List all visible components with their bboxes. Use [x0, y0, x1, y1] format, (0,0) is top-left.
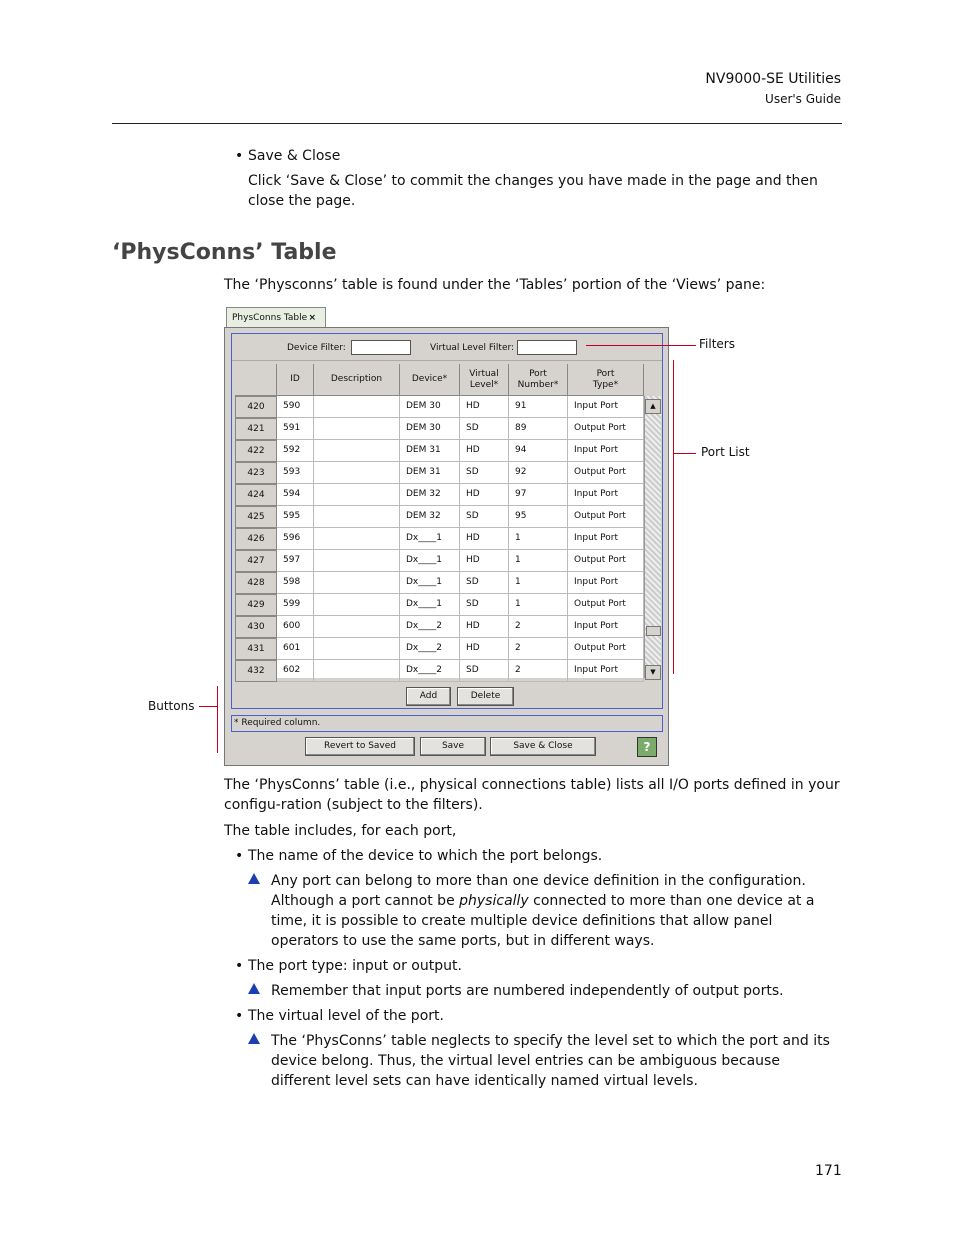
physconns-screenshot — [224, 305, 669, 766]
required-column-note: * Required column. — [231, 715, 663, 732]
row-header[interactable]: 427 — [235, 550, 277, 572]
scroll-thumb[interactable] — [646, 626, 661, 636]
cell-port-number[interactable]: 1 — [509, 528, 568, 550]
note-triangle-icon — [248, 873, 260, 884]
port-grid — [235, 364, 644, 678]
cell-id[interactable]: 594 — [277, 484, 314, 506]
cell-description[interactable] — [314, 660, 400, 682]
cell-id[interactable]: 602 — [277, 660, 314, 682]
section-title: ‘PhysConns’ Table — [112, 240, 337, 265]
running-header-guide: User's Guide — [765, 92, 841, 106]
cell-id[interactable]: 597 — [277, 550, 314, 572]
cell-virtual-level[interactable]: HD — [460, 638, 509, 660]
cell-description[interactable] — [314, 550, 400, 572]
row-header[interactable]: 423 — [235, 462, 277, 484]
cell-id[interactable]: 595 — [277, 506, 314, 528]
note-port-numbering: Remember that input ports are numbered independently of output ports. — [271, 981, 843, 1001]
paragraph-table-includes: The table includes, for each port, — [224, 823, 457, 839]
cell-description[interactable] — [314, 528, 400, 550]
add-button[interactable]: Add — [406, 687, 451, 706]
note-triangle-icon — [248, 983, 260, 994]
cell-port-type[interactable]: Input Port — [568, 660, 644, 682]
port-list-panel — [231, 333, 663, 709]
cell-device[interactable]: Dx____2 — [400, 660, 460, 682]
cell-port-number[interactable]: 1 — [509, 594, 568, 616]
vertical-scrollbar[interactable] — [644, 396, 661, 678]
table-window — [224, 327, 669, 766]
cell-virtual-level[interactable]: SD — [460, 572, 509, 594]
cell-device[interactable]: DEM 32 — [400, 506, 460, 528]
cell-port-number[interactable]: 94 — [509, 440, 568, 462]
cell-id[interactable]: 598 — [277, 572, 314, 594]
cell-device[interactable]: DEM 31 — [400, 440, 460, 462]
cell-port-type[interactable]: Input Port — [568, 396, 644, 418]
cell-virtual-level[interactable]: HD — [460, 484, 509, 506]
note-triangle-icon — [248, 1033, 260, 1044]
cell-port-type[interactable]: Output Port — [568, 594, 644, 616]
row-header[interactable]: 422 — [235, 440, 277, 462]
paragraph-physconns-description: The ‘PhysConns’ table (i.e., physical connections table) lists all I/O ports defined in your configu-ration (subject to the filters). — [224, 777, 840, 813]
revert-to-saved-button[interactable]: Revert to Saved — [305, 737, 415, 756]
cell-description[interactable] — [314, 594, 400, 616]
cell-port-number[interactable]: 89 — [509, 418, 568, 440]
bullet-port-type: • The port type: input or output. — [248, 956, 462, 976]
cell-id[interactable]: 600 — [277, 616, 314, 638]
device-filter-input[interactable] — [351, 340, 411, 355]
cell-port-type[interactable]: Input Port — [568, 616, 644, 638]
column-header-description[interactable]: Description — [314, 364, 400, 396]
cell-description[interactable] — [314, 506, 400, 528]
cell-device[interactable]: Dx____2 — [400, 616, 460, 638]
cell-port-type[interactable]: Output Port — [568, 638, 644, 660]
cell-port-type[interactable]: Output Port — [568, 506, 644, 528]
note-level-set-ambiguity: The ‘PhysConns’ table neglects to specify the level set to which the port and its device belong. Thus, the virtual level entries can be ambiguous because different level sets can have identically named virtual levels. — [271, 1031, 843, 1091]
cell-port-type[interactable]: Input Port — [568, 572, 644, 594]
cell-description[interactable] — [314, 572, 400, 594]
row-header[interactable]: 432 — [235, 660, 277, 682]
filters-callout-line — [586, 345, 696, 346]
cell-port-type[interactable]: Input Port — [568, 528, 644, 550]
save-close-description: Click ‘Save & Close’ to commit the changes you have made in the page and then close the page. — [248, 173, 818, 209]
cell-description[interactable] — [314, 418, 400, 440]
note-multiple-devices: Any port can belong to more than one device definition in the configuration. Although a port cannot be physically connected to more than one device at a time, it is possible to create multiple device definitions that allow panel operators to use the same ports, but in different ways. — [271, 871, 843, 951]
cell-virtual-level[interactable]: HD — [460, 396, 509, 418]
save-and-close-button[interactable]: Save & Close — [490, 737, 596, 756]
cell-port-number[interactable]: 97 — [509, 484, 568, 506]
filters-callout: Filters — [699, 337, 735, 351]
help-icon[interactable]: ? — [637, 737, 657, 757]
virtual-level-filter-label: Virtual Level Filter: — [430, 343, 515, 353]
section-lead: The ‘Physconns’ table is found under the ‘Tables’ portion of the ‘Views’ pane: — [224, 277, 766, 293]
row-header[interactable]: 420 — [235, 396, 277, 418]
row-header[interactable]: 424 — [235, 484, 277, 506]
cell-device[interactable]: Dx____2 — [400, 638, 460, 660]
cell-port-number[interactable]: 2 — [509, 638, 568, 660]
row-header[interactable]: 430 — [235, 616, 277, 638]
cell-virtual-level[interactable]: SD — [460, 506, 509, 528]
cell-id[interactable]: 590 — [277, 396, 314, 418]
scroll-down-icon[interactable]: ▼ — [645, 665, 661, 680]
row-header[interactable]: 421 — [235, 418, 277, 440]
cell-port-number[interactable]: 1 — [509, 550, 568, 572]
header-rule — [112, 123, 842, 124]
cell-port-number[interactable]: 2 — [509, 616, 568, 638]
column-header-virtual-level[interactable]: Virtual Level* — [460, 364, 509, 396]
row-header[interactable]: 431 — [235, 638, 277, 660]
save-button[interactable]: Save — [420, 737, 486, 756]
buttons-callout-bracket — [217, 686, 218, 753]
delete-button[interactable]: Delete — [457, 687, 514, 706]
row-header[interactable]: 429 — [235, 594, 277, 616]
cell-port-number[interactable]: 2 — [509, 660, 568, 682]
cell-description[interactable] — [314, 440, 400, 462]
cell-port-type[interactable]: Input Port — [568, 440, 644, 462]
cell-port-type[interactable]: Output Port — [568, 550, 644, 572]
cell-id[interactable]: 601 — [277, 638, 314, 660]
bullet-device-name: • The name of the device to which the port belongs. — [248, 846, 602, 866]
virtual-level-filter-input[interactable] — [517, 340, 577, 355]
cell-virtual-level[interactable]: SD — [460, 594, 509, 616]
cell-description[interactable] — [314, 616, 400, 638]
cell-device[interactable]: Dx____1 — [400, 572, 460, 594]
row-header[interactable]: 426 — [235, 528, 277, 550]
cell-device[interactable]: DEM 31 — [400, 462, 460, 484]
buttons-callout-line — [199, 706, 217, 707]
port-list-callout-bracket — [673, 360, 674, 674]
cell-port-type[interactable]: Output Port — [568, 418, 644, 440]
column-header-device[interactable]: Device* — [400, 364, 460, 396]
tab-physconns-table[interactable] — [226, 307, 326, 327]
cell-device[interactable]: Dx____1 — [400, 550, 460, 572]
cell-id[interactable]: 599 — [277, 594, 314, 616]
row-header[interactable]: 425 — [235, 506, 277, 528]
cell-port-number[interactable]: 92 — [509, 462, 568, 484]
port-list-callout: Port List — [701, 445, 750, 459]
cell-id[interactable]: 593 — [277, 462, 314, 484]
cell-port-type[interactable]: Output Port — [568, 462, 644, 484]
running-header-product: NV9000-SE Utilities — [705, 71, 841, 87]
cell-id[interactable]: 592 — [277, 440, 314, 462]
cell-virtual-level[interactable]: SD — [460, 462, 509, 484]
cell-virtual-level[interactable]: SD — [460, 418, 509, 440]
close-icon[interactable]: × — [308, 313, 316, 323]
column-header-port-type[interactable]: Port Type* — [568, 364, 644, 396]
cell-device[interactable]: DEM 32 — [400, 484, 460, 506]
cell-virtual-level[interactable]: HD — [460, 440, 509, 462]
page-number: 171 — [815, 1163, 842, 1179]
cell-port-number[interactable]: 91 — [509, 396, 568, 418]
cell-virtual-level[interactable]: HD — [460, 528, 509, 550]
column-header-port-number[interactable]: Port Number* — [509, 364, 568, 396]
tab-label: PhysConns Table — [232, 313, 308, 323]
cell-virtual-level[interactable]: SD — [460, 660, 509, 682]
device-filter-label: Device Filter: — [287, 343, 346, 353]
cell-description[interactable] — [314, 396, 400, 418]
cell-description[interactable] — [314, 484, 400, 506]
cell-port-type[interactable]: Input Port — [568, 484, 644, 506]
column-header-id[interactable]: ID — [277, 364, 314, 396]
row-header[interactable]: 428 — [235, 572, 277, 594]
cell-id[interactable]: 596 — [277, 528, 314, 550]
cell-virtual-level[interactable]: HD — [460, 616, 509, 638]
cell-device[interactable]: DEM 30 — [400, 396, 460, 418]
cell-id[interactable]: 591 — [277, 418, 314, 440]
buttons-callout: Buttons — [148, 699, 195, 713]
scroll-up-icon[interactable]: ▲ — [645, 399, 661, 414]
cell-description[interactable] — [314, 462, 400, 484]
cell-port-number[interactable]: 95 — [509, 506, 568, 528]
cell-device[interactable]: DEM 30 — [400, 418, 460, 440]
cell-port-number[interactable]: 1 — [509, 572, 568, 594]
cell-virtual-level[interactable]: HD — [460, 550, 509, 572]
port-list-callout-line — [673, 453, 696, 454]
cell-description[interactable] — [314, 638, 400, 660]
bullet-virtual-level: • The virtual level of the port. — [248, 1006, 444, 1026]
cell-device[interactable]: Dx____1 — [400, 594, 460, 616]
save-close-bullet: • Save & Close — [248, 146, 340, 166]
filter-divider — [232, 360, 662, 361]
grid-corner — [235, 364, 277, 396]
cell-device[interactable]: Dx____1 — [400, 528, 460, 550]
